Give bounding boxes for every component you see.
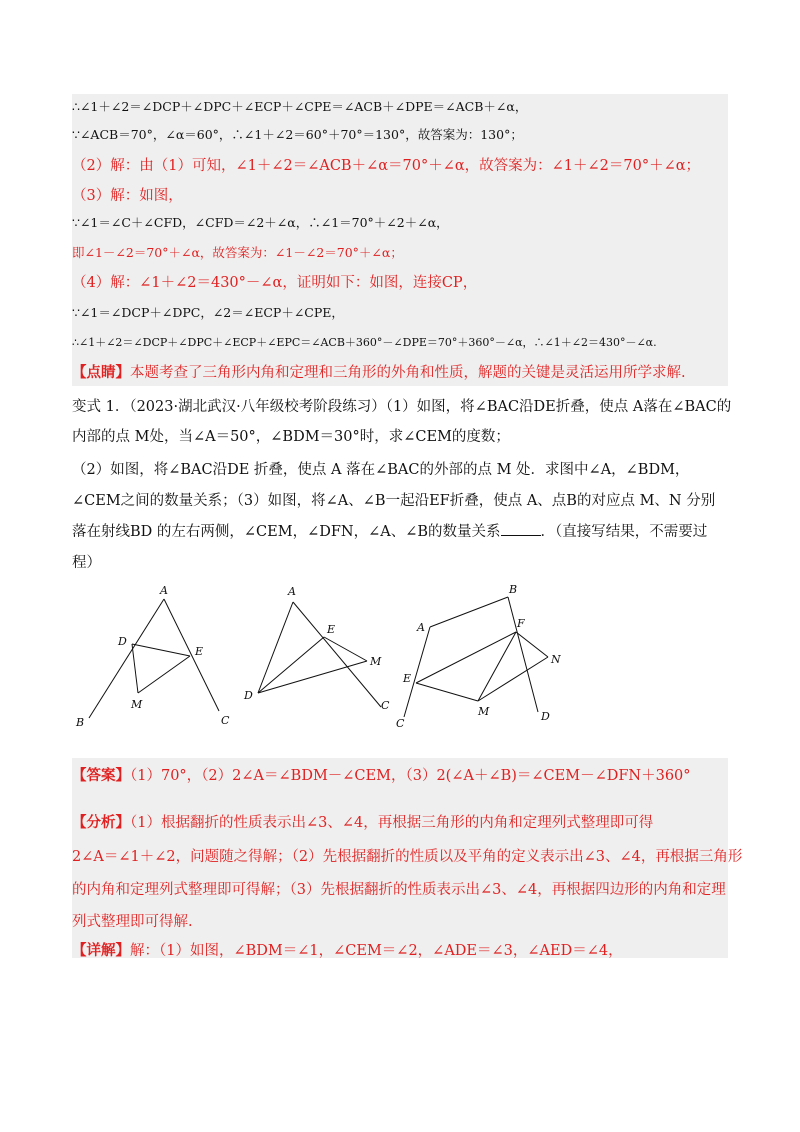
analysis-line-4: 列式整理即可得解.: [72, 914, 193, 930]
analysis-line-3: 的内角和定理列式整理即可得解；（3）先根据翻折的性质表示出∠3、∠4，再根据四边形的内角和定理: [72, 882, 726, 898]
answer-blank: [501, 521, 541, 536]
figure-1: [89, 599, 219, 718]
answer-part-2: （2）2∠A＝∠BDM－∠CEM，: [201, 768, 406, 784]
figure-3: [404, 597, 548, 717]
fig1-label-a: A: [160, 584, 168, 597]
solution-line-5: ∵∠1＝∠C＋∠CFD，∠CFD＝∠2＋∠α，∴∠1＝70°＋∠2＋∠α，: [72, 215, 449, 230]
detail-line: [72, 940, 728, 962]
problem-line-5b: ．（直接写结果，不需要过: [540, 524, 708, 540]
fig2-label-e: E: [327, 623, 336, 636]
fig1-label-e: E: [195, 645, 204, 658]
solution-line-9: ∴∠1＋∠2＝∠DCP＋∠DPC＋∠ECP＋∠EPC＝∠ACB＋360°－∠DPE＝70°＋360°－∠α，∴∠1＋∠2＝430°－∠α.: [72, 336, 657, 349]
detail-label: 【详解】: [72, 942, 130, 959]
fig3-label-d: D: [541, 710, 550, 723]
analysis-line-1: [72, 812, 728, 834]
fig3-label-m: M: [478, 705, 490, 718]
fig2-label-d: D: [244, 689, 253, 702]
problem-line-6: 程）: [72, 555, 101, 571]
problem-line-5: [72, 521, 728, 543]
fig2-label-a: A: [288, 585, 296, 598]
solution-line-6: 即∠1－∠2＝70°＋∠α，故答案为：∠1－∠2＝70°＋∠α；: [72, 245, 403, 260]
solution-line-8: ∵∠1＝∠DCP＋∠DPC，∠2＝∠ECP＋∠CPE，: [72, 305, 344, 320]
fig1-label-d: D: [118, 635, 127, 648]
problem-line-4: ∠CEM之间的数量关系；（3）如图，将∠A、∠B一起沿EF折叠，使点 A、点B的对应点 M、N 分别: [72, 493, 716, 509]
fig3-label-c: C: [396, 717, 405, 730]
problem-line-5a: 落在射线BD 的左右两侧，∠CEM，∠DFN，∠A、∠B的数量关系: [72, 524, 501, 540]
solution-line-1: ∴∠1＋∠2＝∠DCP＋∠DPC＋∠ECP＋∠CPE＝∠ACB＋∠DPE＝∠ACB＋∠α，: [72, 99, 528, 114]
geometry-figures: [0, 575, 800, 755]
fig3-label-e: E: [403, 672, 412, 685]
fig3-label-b: B: [509, 583, 518, 596]
comment-label: 【点睛】: [72, 364, 130, 381]
fig2-label-m: M: [370, 655, 382, 668]
problem-line-1: 变式 1．（2023·湖北武汉·八年级校考阶段练习）（1）如图，将∠BAC沿DE折叠，使点 A落在∠BAC的: [72, 399, 732, 415]
solution-line-3: （2）解：由（1）可知，∠1＋∠2＝∠ACB＋∠α＝70°＋∠α，故答案为：∠1＋∠2＝70°＋∠α；: [72, 158, 701, 174]
fig3-label-a: A: [417, 621, 425, 634]
problem-line-3: （2）如图，将∠BAC沿DE 折叠，使点 A 落在∠BAC的外部的点 M 处．求图中∠A，∠BDM，: [72, 462, 690, 478]
fig1-label-c: C: [221, 714, 230, 727]
fig3-label-n: N: [551, 653, 561, 666]
problem-line-2: 内部的点 M处，当∠A＝50°，∠BDM＝30°时，求∠CEM的度数；: [72, 429, 510, 445]
fig3-label-f: F: [517, 617, 525, 630]
comment: [72, 362, 728, 384]
answer-part-1: （1）70°，: [130, 768, 202, 784]
figure-2: [258, 602, 381, 707]
answer-line: [72, 765, 728, 787]
analysis-label: 【分析】: [72, 814, 130, 831]
fig1-label-m: M: [131, 698, 143, 711]
solution-line-7: （4）解：∠1＋∠2＝430°－∠α，证明如下：如图，连接CP，: [72, 275, 478, 291]
fig2-label-c: C: [381, 699, 390, 712]
analysis-line-2: 2∠A＝∠1＋∠2，问题随之得解；（2）先根据翻折的性质以及平角的定义表示出∠3、∠4，再根据三角形: [72, 849, 743, 865]
answer-label: 【答案】: [72, 767, 130, 784]
solution-line-4: （3）解：如图，: [72, 188, 183, 204]
answer-part-3: （3）2(∠A＋∠B)＝∠CEM－∠DFN＋360°: [405, 768, 691, 784]
detail-text: 解：（1）如图，∠BDM＝∠1，∠CEM＝∠2，∠ADE＝∠3，∠AED＝∠4，: [130, 943, 623, 959]
fig1-label-b: B: [76, 716, 85, 729]
analysis-text-1: （1）根据翻折的性质表示出∠3、∠4，再根据三角形的内角和定理列式整理即可得: [130, 815, 654, 831]
comment-text: 本题考查了三角形内角和定理和三角形的外角和性质，解题的关键是灵活运用所学求解.: [130, 365, 686, 381]
solution-line-2: ∵∠ACB＝70°，∠α＝60°，∴∠1＋∠2＝60°＋70°＝130°，故答案为：130°；: [72, 127, 523, 142]
